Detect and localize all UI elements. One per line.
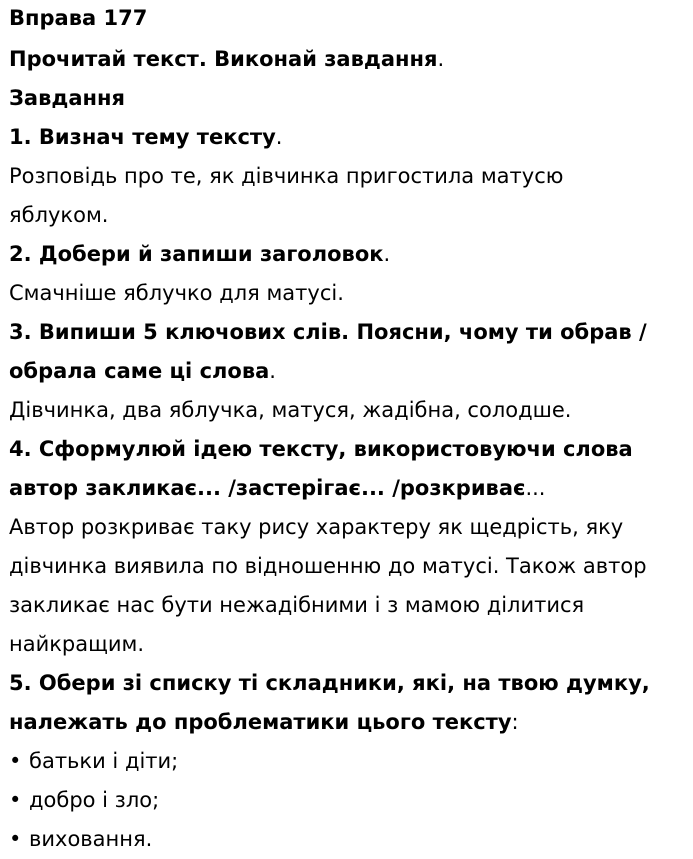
task-2-question-text: 2. Добери й запиши заголовок [9,242,384,266]
task-1-question-tail: . [275,125,283,149]
task-4-question-line-2 [9,469,689,508]
task-1-answer-line-2: яблуком. [9,203,109,227]
exercise-instruction [9,40,689,79]
instruction-text: Прочитай текст. Виконай завдання [9,47,438,71]
task-3-question-line-2 [9,352,689,391]
task-5-bullet-3-text: виховання. [29,827,153,851]
task-1-answer-line-1: Розповідь про те, як дівчинка пригостила матусю [9,164,564,188]
bullet-icon: • [9,827,22,851]
exercise-document [9,0,689,859]
bullet-icon: • [9,749,22,773]
task-3-question-line-1: 3. Випиши 5 ключових слів. Поясни, чому ти обрав / [9,320,647,344]
task-3-answer-line-1: Дівчинка, два яблучка, матуся, жадібна, солодше. [9,398,572,422]
task-1-question-text: 1. Визнач тему тексту [9,125,276,149]
task-5-question-line-2 [9,703,689,742]
task-4-answer-line-1: Автор розкриває таку рису характеру як щедрість, яку [9,515,624,539]
task-4-answer-line-4: найкращим. [9,632,145,656]
task-5-question-line-1: 5. Обери зі списку ті складники, які, на твою думку, [9,671,650,695]
task-5-bullet-2 [9,781,689,820]
task-5-question-line-2-text: належать до проблематики цього тексту [9,710,512,734]
task-5-bullet-3 [9,820,689,859]
bullet-icon: • [9,788,22,812]
task-2-answer-line-1: Смачніше яблучко для матусі. [9,281,344,305]
tasks-heading: Завдання [9,86,126,110]
exercise-title: Вправа 177 [9,6,148,30]
task-2-question [9,235,689,274]
task-5-bullet-1-text: батьки і діти; [29,749,179,773]
task-4-answer-line-3: закликає нас бути нежадібними і з мамою ділитися [9,593,585,617]
task-5-bullet-2-text: добро і зло; [29,788,160,812]
instruction-tail: . [437,47,445,71]
task-4-question-line-2-text: автор закликає... /застерігає... /розкриває [9,476,526,500]
task-5-bullet-1 [9,742,689,781]
task-3-question-tail: . [269,359,276,383]
task-4-question-tail: ... [525,476,546,500]
task-4-answer-line-2: дівчинка виявила по відношенню до матусі. Також автор [9,554,647,578]
task-3-question-line-2-text: обрала саме ці слова [9,359,270,383]
task-4-question-line-1: 4. Сформулюй ідею тексту, використовуючи слова [9,437,633,461]
task-5-question-tail: : [511,710,519,734]
task-1-question [9,118,689,157]
task-2-question-tail: . [383,242,391,266]
